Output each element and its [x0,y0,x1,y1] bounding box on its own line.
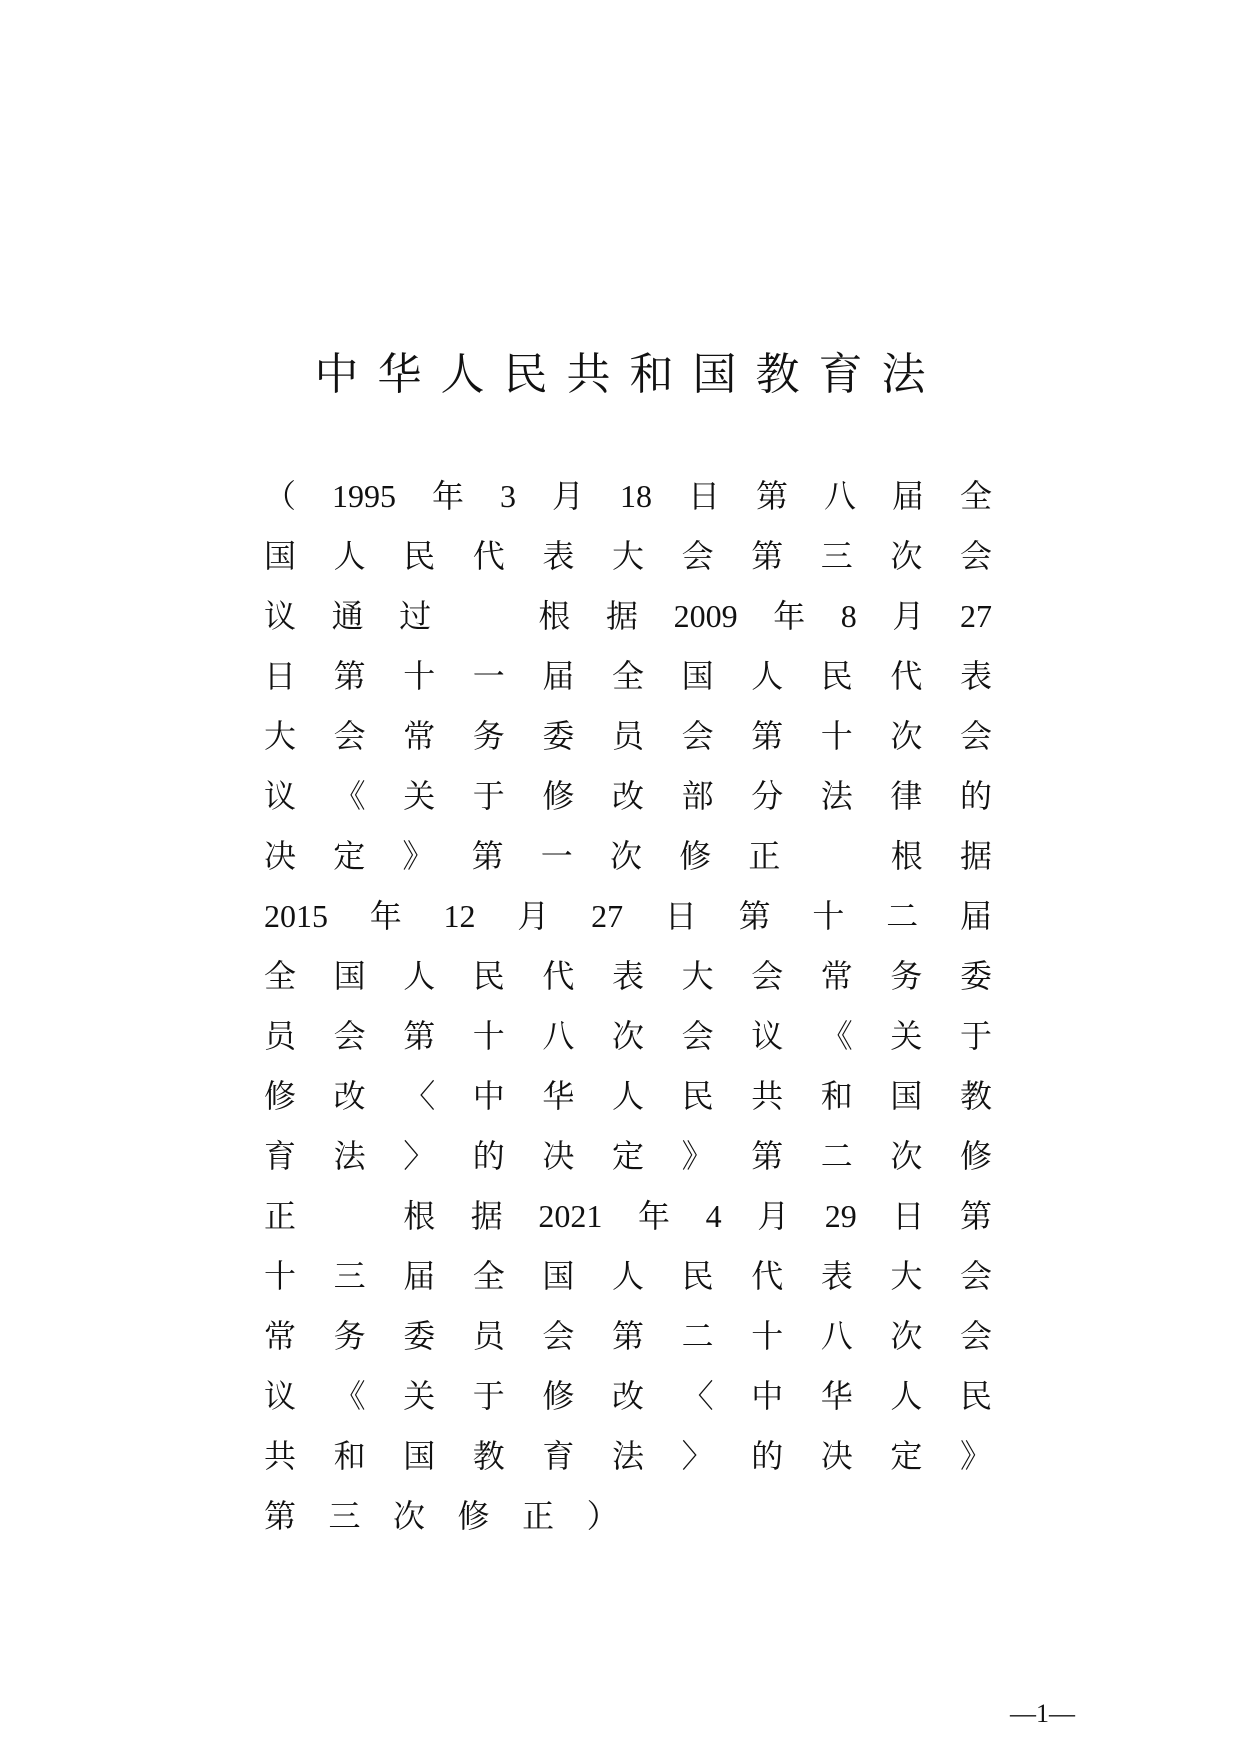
history-char: 的 [751,1437,784,1475]
history-char: 修 [457,1497,490,1535]
history-char: 三 [820,537,853,575]
history-char: 第 [471,837,504,875]
history-char: 正 [522,1497,555,1535]
history-char: 次 [393,1497,426,1535]
history-char: 会 [333,1017,366,1055]
history-char: 华 [542,1077,575,1115]
history-char: 表 [960,657,993,695]
history-line [264,766,992,826]
history-char: 表 [820,1257,853,1295]
history-char: 国 [333,957,366,995]
history-char: 人 [890,1377,923,1415]
history-char: 会 [542,1317,575,1355]
history-char: 正 [264,1197,297,1235]
history-char: 日 [688,477,721,515]
history-char: 会 [681,717,714,755]
history-char: 决 [820,1437,853,1475]
history-char: 员 [472,1317,505,1355]
history-number: 18 [620,478,652,514]
history-char: 改 [333,1077,366,1115]
history-char: 年 [369,897,402,935]
history-char: 全 [264,957,297,995]
history-number: 27 [591,898,624,934]
history-char: 会 [960,537,993,575]
history-char: 〈 [681,1377,714,1415]
history-char: 议 [264,777,297,815]
history-char: 委 [960,957,993,995]
history-number: 8 [840,598,857,634]
history-line [264,1486,992,1546]
history-char: 次 [890,717,923,755]
history-char: 育 [264,1137,297,1175]
history-char: 月 [552,477,585,515]
history-char: 《 [820,1017,853,1055]
history-char: 常 [403,717,436,755]
history-char: 中 [472,1077,505,1115]
history-char: 表 [542,537,575,575]
history-line [264,586,992,646]
history-char: 月 [757,1197,790,1235]
history-char: 据 [960,837,993,875]
history-char: 〉 [681,1437,714,1475]
history-line [264,526,992,586]
history-char: 第 [960,1197,993,1235]
history-char: 分 [751,777,784,815]
history-char: 关 [403,777,436,815]
history-char: 决 [264,837,297,875]
history-char: 全 [960,477,993,515]
history-char: 修 [960,1137,993,1175]
history-char: 十 [403,657,436,695]
history-char: 人 [612,1257,645,1295]
history-char: 修 [264,1077,297,1115]
history-number: 2009 [673,598,738,634]
history-char: 月 [517,897,550,935]
history-char: 人 [403,957,436,995]
history-char: 代 [890,657,923,695]
history-char: 表 [612,957,645,995]
history-char: 国 [542,1257,575,1295]
history-char: 国 [890,1077,923,1115]
history-char: 关 [890,1017,923,1055]
history-char: 民 [472,957,505,995]
history-char: 二 [681,1317,714,1355]
history-char: 八 [824,477,857,515]
history-char: 全 [472,1257,505,1295]
history-char: 第 [403,1017,436,1055]
history-char: 民 [960,1377,993,1415]
history-line [264,946,992,1006]
history-line [264,466,992,526]
history-char: 次 [610,837,643,875]
history-char: 日 [264,657,297,695]
history-char: 月 [892,597,925,635]
document-title: 中华人民共和国教育法 [314,349,945,400]
history-char: 日 [892,1197,925,1235]
history-char: 届 [892,477,925,515]
history-char: 年 [432,477,465,515]
history-char: 律 [890,777,923,815]
history-char: 一 [472,657,505,695]
history-char: 于 [960,1017,993,1055]
history-char: 和 [333,1437,366,1475]
history-char: 关 [403,1377,436,1415]
history-char: 次 [612,1017,645,1055]
history-char: 民 [820,657,853,695]
history-char: 根 [890,837,923,875]
history-line [264,1126,992,1186]
history-line [264,886,992,946]
history-char: 三 [328,1497,361,1535]
history-char: 》 [402,837,435,875]
history-char: 于 [472,1377,505,1415]
history-line [264,1006,992,1066]
history-char: 据 [470,1197,503,1235]
history-char: 员 [612,717,645,755]
history-char: 〈 [403,1077,436,1115]
history-char: 的 [472,1137,505,1175]
history-char: 共 [264,1437,297,1475]
history-number: 2021 [538,1198,603,1234]
history-char: 修 [542,1377,575,1415]
history-char: 》 [960,1437,993,1475]
history-line [264,1426,992,1486]
history-line [264,1306,992,1366]
history-char: 部 [681,777,714,815]
history-line [264,1366,992,1426]
history-char: 议 [264,1377,297,1415]
page-number: —1— [1010,1699,1075,1728]
history-char: 次 [890,1317,923,1355]
history-char: 和 [820,1077,853,1115]
history-number: 3 [500,478,516,514]
history-char: 大 [264,717,297,755]
history-char: 三 [333,1257,366,1295]
history-char: 十 [751,1317,784,1355]
history-char: 民 [681,1257,714,1295]
history-char: 议 [264,597,297,635]
history-char: 中 [751,1377,784,1415]
history-char: 〉 [403,1137,436,1175]
history-char: 法 [820,777,853,815]
history-number: 12 [443,898,476,934]
history-char: 会 [960,717,993,755]
history-number: 29 [824,1198,857,1234]
history-char: 代 [472,537,505,575]
history-line [264,1066,992,1126]
history-char: 共 [751,1077,784,1115]
history-char: 一 [540,837,573,875]
history-char: 据 [606,597,639,635]
history-char: 八 [820,1317,853,1355]
history-char: 《 [333,777,366,815]
history-char: 第 [612,1317,645,1355]
history-char: 的 [960,777,993,815]
history-char: 会 [333,717,366,755]
history-char: 人 [333,537,366,575]
history-char: 务 [472,717,505,755]
history-char: 会 [960,1317,993,1355]
history-char: 定 [333,837,366,875]
history-char: 代 [542,957,575,995]
history-char: （ [264,477,297,515]
history-char: 年 [773,597,806,635]
history-char: 修 [679,837,712,875]
history-char: 议 [751,1017,784,1055]
history-number: 27 [960,598,992,634]
history-char: 修 [542,777,575,815]
history-char: 十 [812,897,845,935]
history-char: 务 [333,1317,366,1355]
history-char: 改 [612,1377,645,1415]
history-char: 会 [681,1017,714,1055]
history-char: 国 [264,537,297,575]
history-char: 常 [820,957,853,995]
history-char: 代 [751,1257,784,1295]
history-char: 届 [960,897,993,935]
history-char: 常 [264,1317,297,1355]
history-line [264,1186,992,1246]
amendment-history [264,466,992,1546]
history-char: 第 [751,1137,784,1175]
history-char: 根 [538,597,571,635]
history-char: 十 [820,717,853,755]
history-char: 会 [960,1257,993,1295]
history-char: 法 [612,1437,645,1475]
history-char: 于 [472,777,505,815]
history-char: 次 [890,537,923,575]
history-char: 教 [960,1077,993,1115]
history-char: 大 [890,1257,923,1295]
history-line [264,706,992,766]
history-char: 委 [542,717,575,755]
history-char: 第 [751,537,784,575]
history-char: 届 [542,657,575,695]
history-char: 届 [403,1257,436,1295]
history-char: 定 [612,1137,645,1175]
history-char: 《 [333,1377,366,1415]
history-line [264,1246,992,1306]
history-char: 华 [820,1377,853,1415]
history-char: 第 [756,477,789,515]
history-char: 会 [681,537,714,575]
history-char: 国 [403,1437,436,1475]
history-char: 定 [890,1437,923,1475]
history-char: 国 [681,657,714,695]
history-char: ） [586,1497,619,1535]
history-number: 4 [705,1198,722,1234]
history-char: 次 [890,1137,923,1175]
history-char: 八 [542,1017,575,1055]
history-char: 法 [333,1137,366,1175]
history-char: 过 [399,597,432,635]
history-char: 第 [751,717,784,755]
history-char: 全 [612,657,645,695]
history-char: 》 [681,1137,714,1175]
history-char: 决 [542,1137,575,1175]
history-char: 大 [612,537,645,575]
history-char: 十 [472,1017,505,1055]
history-char: 育 [542,1437,575,1475]
history-char: 人 [751,657,784,695]
history-line [264,826,992,886]
history-char: 大 [681,957,714,995]
history-char: 员 [264,1017,297,1055]
history-char: 第 [333,657,366,695]
history-number: 1995 [332,478,396,514]
history-char: 改 [612,777,645,815]
history-char: 委 [403,1317,436,1355]
history-char: 民 [681,1077,714,1115]
history-char: 根 [403,1197,436,1235]
history-char: 会 [751,957,784,995]
history-char: 第 [264,1497,297,1535]
history-char: 民 [403,537,436,575]
history-char: 二 [886,897,919,935]
history-number: 2015 [264,898,328,934]
history-char: 日 [664,897,697,935]
history-char: 正 [748,837,781,875]
history-char: 人 [612,1077,645,1115]
history-char: 务 [890,957,923,995]
history-char: 教 [472,1437,505,1475]
history-char: 十 [264,1257,297,1295]
history-char: 第 [738,897,771,935]
history-char: 通 [331,597,364,635]
history-char: 年 [638,1197,671,1235]
history-char: 二 [820,1137,853,1175]
history-line [264,646,992,706]
